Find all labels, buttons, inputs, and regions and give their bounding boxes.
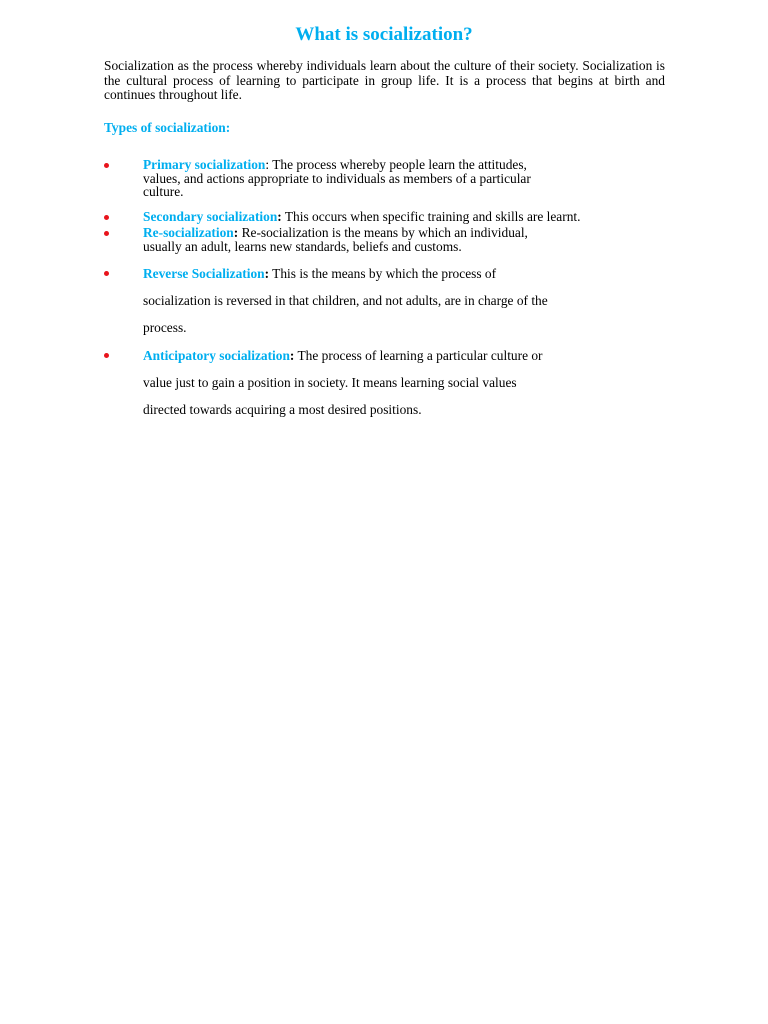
list-item-text [143,158,655,199]
item-separator: : [277,209,282,224]
bullet-icon [104,163,109,168]
item-line-3: culture. [143,184,184,199]
list-item-text [143,226,703,253]
bullet-icon [104,353,109,358]
list-item-text [143,210,703,224]
page-title: What is socialization? [295,24,473,45]
item-separator: : [233,225,239,240]
term-secondary: Secondary socialization [143,209,278,224]
item-line-2: values, and actions appropriate to individuals as members of a particular [143,170,531,186]
term-primary: Primary socialization [143,157,266,172]
term-anticipatory: Anticipatory socialization [143,348,290,363]
item-separator: : [264,266,270,281]
item-line-1: The process whereby people learn the attitudes, [269,157,527,172]
list-item-text [143,260,703,342]
item-line-1: Re-socialization is the means by which an individual, [238,225,528,240]
item-line-3: directed towards acquiring a most desired positions. [143,402,422,418]
item-line-2: socialization is reversed in that children, and not adults, are in charge of the [143,293,548,309]
list-item-text [143,342,703,424]
item-line-1: The process of learning a particular culture or [294,348,543,363]
bullet-icon [104,271,109,276]
term-re-socialization: Re-socialization [143,225,234,240]
item-line-1: This is the means by which the process of [269,266,497,281]
intro-paragraph: Socialization as the process whereby individuals learn about the culture of their society. Socialization is the cultural process of learning to participate in group life. It is a process that begins at birth and continues throughout life. [104,58,665,102]
bullet-icon [104,231,109,236]
item-line-2: value just to gain a position in society. It means learning social values [143,375,517,391]
bullet-icon [104,215,109,220]
item-line-1: This occurs when specific training and skills are learnt. [281,209,581,224]
item-separator: : [265,157,270,172]
term-reverse: Reverse Socialization [143,266,265,281]
types-heading: Types of socialization: [104,120,231,135]
item-separator: : [289,348,295,363]
item-line-2: usually an adult, learns new standards, beliefs and customs. [143,238,462,254]
item-line-3: process. [143,320,187,336]
